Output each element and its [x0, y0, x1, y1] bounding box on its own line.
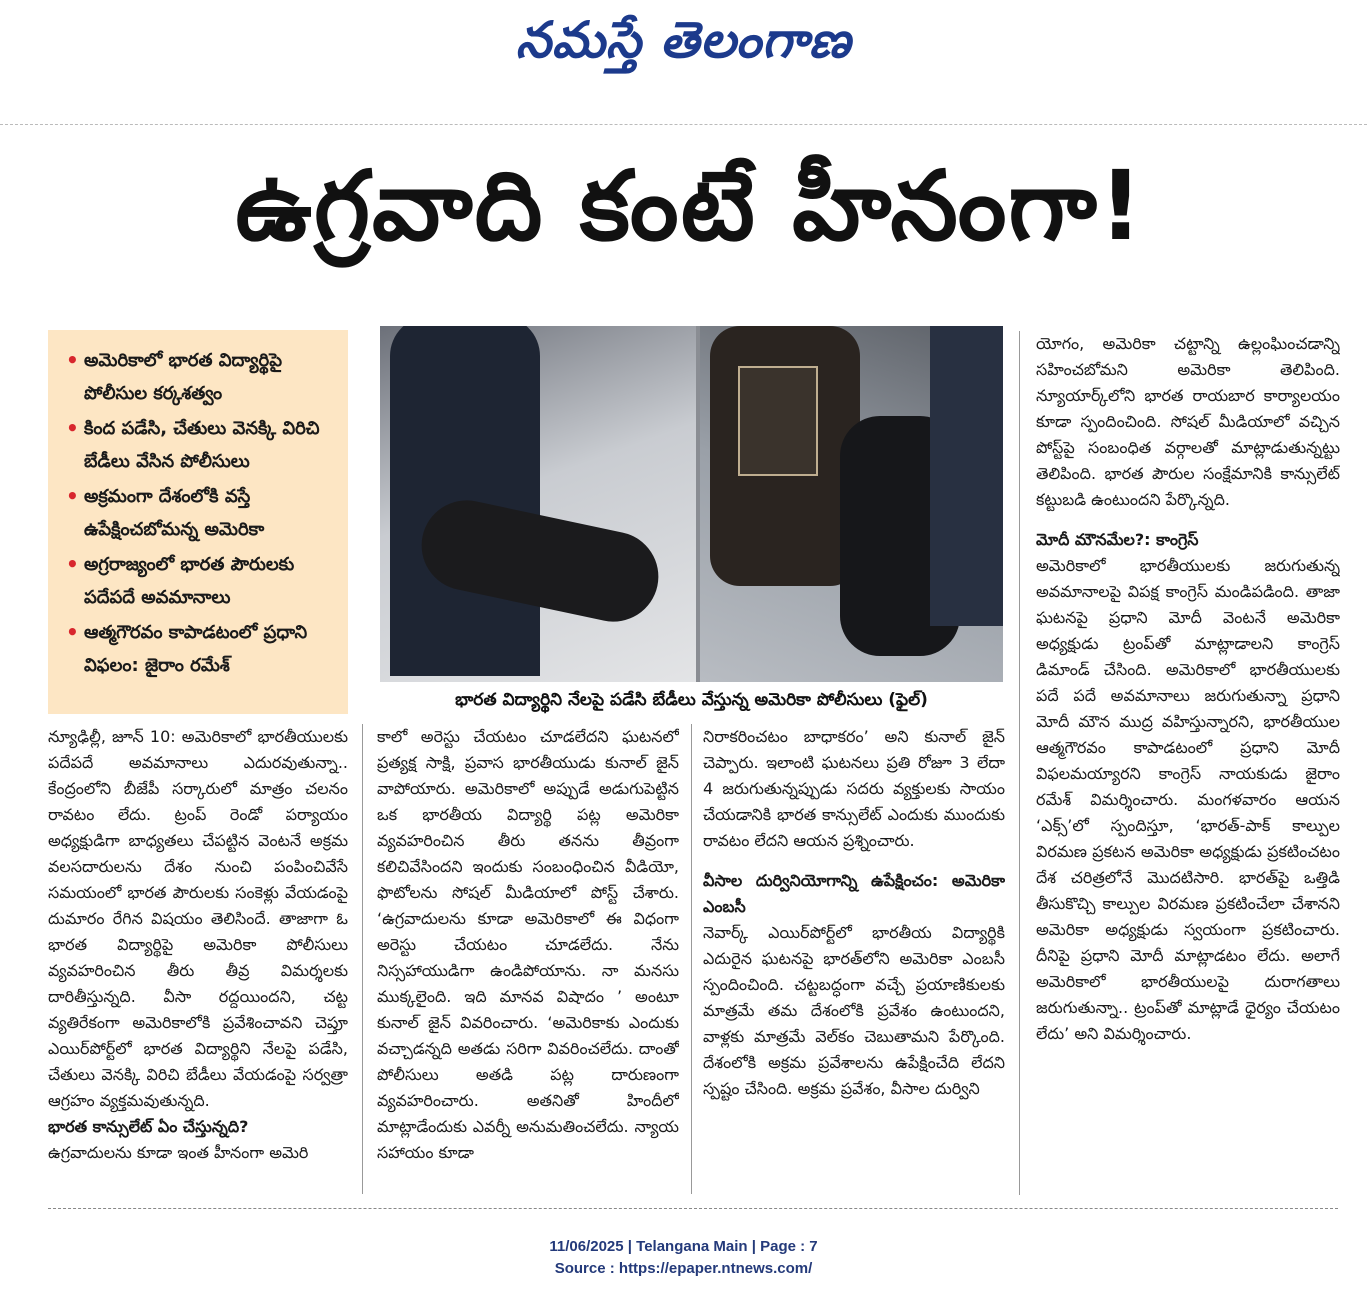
- paragraph: అమెరికాలో భారతీయులకు జరుగుతున్న అవమానాలపై విపక్ష కాంగ్రెస్ మండిపడింది. తాజా ఘటనపై ప్రధాని మోదీ వెంటనే అమెరికా అధ్యక్షుడు ట్రంప్‌తో మాట్లాడాలని కాంగ్రెస్ డిమాండ్ చేసింది. అమెరికాలో భారతీయులకు పదే పదే అవమానాలు జరుగుతున్నా ప్రధాని మోదీ మౌన ముద్ర వహిస్తున్నారని, భారతీయుల ఆత్మగౌరవం కాపాడటంలో ప్రధాని మోదీ విఫలమయ్యారని కాంగ్రెస్ నాయకుడు జైరాం రమేశ్ విమర్శించారు. మంగళవారం ఆయన ‘ఎక్స్’లో స్పందిస్తూ, ‘భారత్-పాక్ కాల్పుల విరమణ ప్రకటన అమెరికా అధ్యక్షుడు ప్రకటించటం దేశ చరిత్రలోనే మొదటిసారి. భారత్‌పై ఒత్తిడి తీసుకొచ్చి కాల్పుల విరమణ ప్రకటించేలా చేశానని అమెరికా అధ్యక్షుడు స్వయంగా ప్రకటించారు. దీనిపై ప్రధాని మోదీ మాట్లాడటం లేదు. అలాగే అమెరికాలో భారతీయులపై దురాగతాలు జరుగుతున్నా.. ట్రంప్‌తో మాట్లాడే ధైర్యం చేయటం లేదు’ అని విమర్శించారు.: [1036, 556, 1340, 1043]
- footer-edition-info: 11/06/2025 | Telangana Main | Page : 7: [549, 1238, 818, 1255]
- column-divider: [1019, 331, 1020, 1195]
- article-column-4: [1036, 331, 1340, 1196]
- footer-source: Source : https://epaper.ntnews.com/: [554, 1260, 813, 1277]
- paragraph: నిరాకరించటం బాధాకరం’ అని కునాల్ జైన్ చెప్పారు. ఇలాంటి ఘటనలు ప్రతి రోజూ 3 లేదా 4 జరుగుతున్నప్పుడు సదరు వ్యక్తులకు సాయం చేయడానికి భారత కాన్సులేట్ ఎందుకు ముందుకు రావటం లేదని ఆయన ప్రశ్నించారు.: [703, 727, 1005, 850]
- highlights-box: [48, 330, 348, 714]
- bystander-figure: [710, 326, 860, 586]
- subheading: భారత కాన్సులేట్ ఏం చేస్తున్నది?: [48, 1117, 249, 1136]
- highlight-item: • అమెరికాలో భారత విద్యార్థిపై పోలీసుల కర్కశత్వం: [66, 344, 336, 410]
- photo-caption: భారత విద్యార్థిని నేలపై పడేసి బేడీలు వేస్తున్న అమెరికా పోలీసులు (ఫైల్): [455, 690, 928, 710]
- bullet-icon: •: [66, 552, 79, 576]
- bullet-icon: •: [66, 416, 79, 440]
- column-divider: [691, 724, 692, 1194]
- photo-right-panel: [700, 326, 1003, 682]
- subheading: వీసాల దుర్వినియోగాన్ని ఉపేక్షించం: అమెరికా ఎంబసీ: [703, 871, 1005, 916]
- highlight-item: • అక్రమంగా దేశంలోకి వస్తే ఉపేక్షించబోమన్న అమెరికా: [66, 480, 336, 546]
- bullet-icon: •: [66, 620, 79, 644]
- masthead-logo: నమస్తే తెలంగాణ: [515, 10, 852, 69]
- highlight-item: • అగ్రరాజ్యంలో భారత పౌరులకు పదేపదే అవమానాలు: [66, 548, 336, 614]
- spacer: [703, 854, 1005, 868]
- shirt-print: [738, 366, 818, 476]
- paragraph: యోగం, అమెరికా చట్టాన్ని ఉల్లంఘించడాన్ని సహించబోమని అమెరికా తెలిపింది. న్యూయార్క్‌లోని భారత రాయబార కార్యాలయం కూడా స్పందించింది. సోషల్ మీడియాలో వచ్చిన పోస్ట్‌పై సంబంధిత వర్గాలతో మాట్లాడుతున్నట్టు తెలిపింది. భారత పౌరుల సంక్షేమానికి కాన్సులేట్ కట్టుబడి ఉంటుందని పేర్కొన్నది.: [1036, 334, 1340, 509]
- column-divider: [362, 724, 363, 1194]
- bullet-icon: •: [66, 484, 79, 508]
- headline: ఉగ్రవాది కంటే హీనంగా!: [235, 150, 1145, 262]
- police-officer-figure: [930, 326, 1003, 626]
- spacer: [1036, 513, 1340, 527]
- top-divider: [0, 124, 1367, 125]
- paragraph: నెవార్క్ ఎయిర్‌పోర్ట్‌లో భారతీయ విద్యార్థికి ఎదురైన ఘటనపై భారత్‌లోని అమెరికా ఎంబసీ స్పందించింది. చట్టబద్ధంగా వచ్చే ప్రయాణికులకు మాత్రమే తమ దేశంలోకి ప్రవేశం ఉంటుందని, వాళ్లకు మాత్రమే వెల్‌కం చెబుతామని పేర్కొంది. దేశంలోకి అక్రమ ప్రవేశాలను ఉపేక్షించేది లేదని స్పష్టం చేసింది. అక్రమ ప్రవేశం, వీసాల దుర్విని: [703, 923, 1005, 1098]
- subheading: మోదీ మౌనమేల?: కాంగ్రెస్: [1036, 530, 1199, 549]
- paragraph: ఉగ్రవాదులను కూడా ఇంత హీనంగా అమెరి: [48, 1143, 309, 1162]
- photo-left-panel: [380, 326, 696, 682]
- paragraph: న్యూఢిల్లీ, జూన్ 10: అమెరికాలో భారతీయులకు పదేపదే అవమానాలు ఎదురవుతున్నా.. కేంద్రంలోని బీజేపీ సర్కారులో మాత్రం చలనం రావటం లేదు. ట్రంప్ రెండో పర్యాయం అధ్యక్షుడిగా బాధ్యతలు చేపట్టిన వెంటనే అక్రమ వలసదారులను దేశం నుంచి పంపించివేసే సమయంలో భారత పౌరులకు సంకెళ్లు వేయడంపై దుమారం రేగిన విషయం తెలిసిందే. తాజాగా ఓ భారత విద్యార్థిపై అమెరికా పోలీసులు వ్యవహరించిన తీరు తీవ్ర విమర్శలకు దారితీస్తున్నది. వీసా రద్దయిందని, చట్ట వ్యతిరేకంగా అమెరికాలోకి ప్రవేశించావని చెప్తూ ఎయిర్‌పోర్ట్‌లో భారత విద్యార్థిని నేలపై పడేసి, చేతులు వెనక్కి విరిచి బేడీలు వేయడంపై సర్వత్రా ఆగ్రహం వ్యక్తమవుతున్నది.: [48, 727, 348, 1110]
- article-column-1: [48, 724, 348, 1194]
- article-column-3: [703, 724, 1005, 1194]
- bullet-icon: •: [66, 348, 79, 372]
- paragraph: కాలో అరెస్టు చేయటం చూడలేదని ఘటనలో ప్రత్యక్ష సాక్షి, ప్రవాస భారతీయుడు కునాల్ జైన్ వాపోయారు. అమెరికాలో అప్పుడే అడుగుపెట్టిన ఒక భారతీయ విద్యార్థి పట్ల అమెరికా వ్యవహరించిన తీరు తనను తీవ్రంగా కలిచివేసిందని ఇందుకు సంబంధించిన వీడియో, ఫొటోలను సోషల్ మీడియాలో పోస్ట్ చేశారు. ‘ఉగ్రవాదులను కూడా అమెరికాలో ఈ విధంగా అరెస్టు చేయటం చూడలేదు. నేను నిస్సహాయుడిగా ఉండిపోయాను. నా మనసు ముక్కలైంది. ఇది మానవ విషాదం ’ అంటూ కునాల్ జైన్ వివరించారు. ‘అమెరికాకు ఎందుకు వచ్చాడన్నది అతడు సరిగా వివరించలేదు. దాంతో పోలీసులు అతడి పట్ల దారుణంగా వ్యవహరించారు. అతనితో హిందీలో మాట్లాడేందుకు ఎవర్నీ అనుమతించలేదు. న్యాయ సహాయం కూడా: [377, 727, 679, 1162]
- bottom-divider: [48, 1208, 1338, 1209]
- news-photo: [380, 326, 1003, 682]
- highlight-item: • కింద పడేసి, చేతులు వెనక్కి విరిచి బేడీలు వేసిన పోలీసులు: [66, 412, 336, 478]
- article-column-2: [377, 724, 679, 1194]
- highlight-item: • ఆత్మగౌరవం కాపాడటంలో ప్రధాని విఫలం: జైరాం రమేశ్: [66, 616, 336, 682]
